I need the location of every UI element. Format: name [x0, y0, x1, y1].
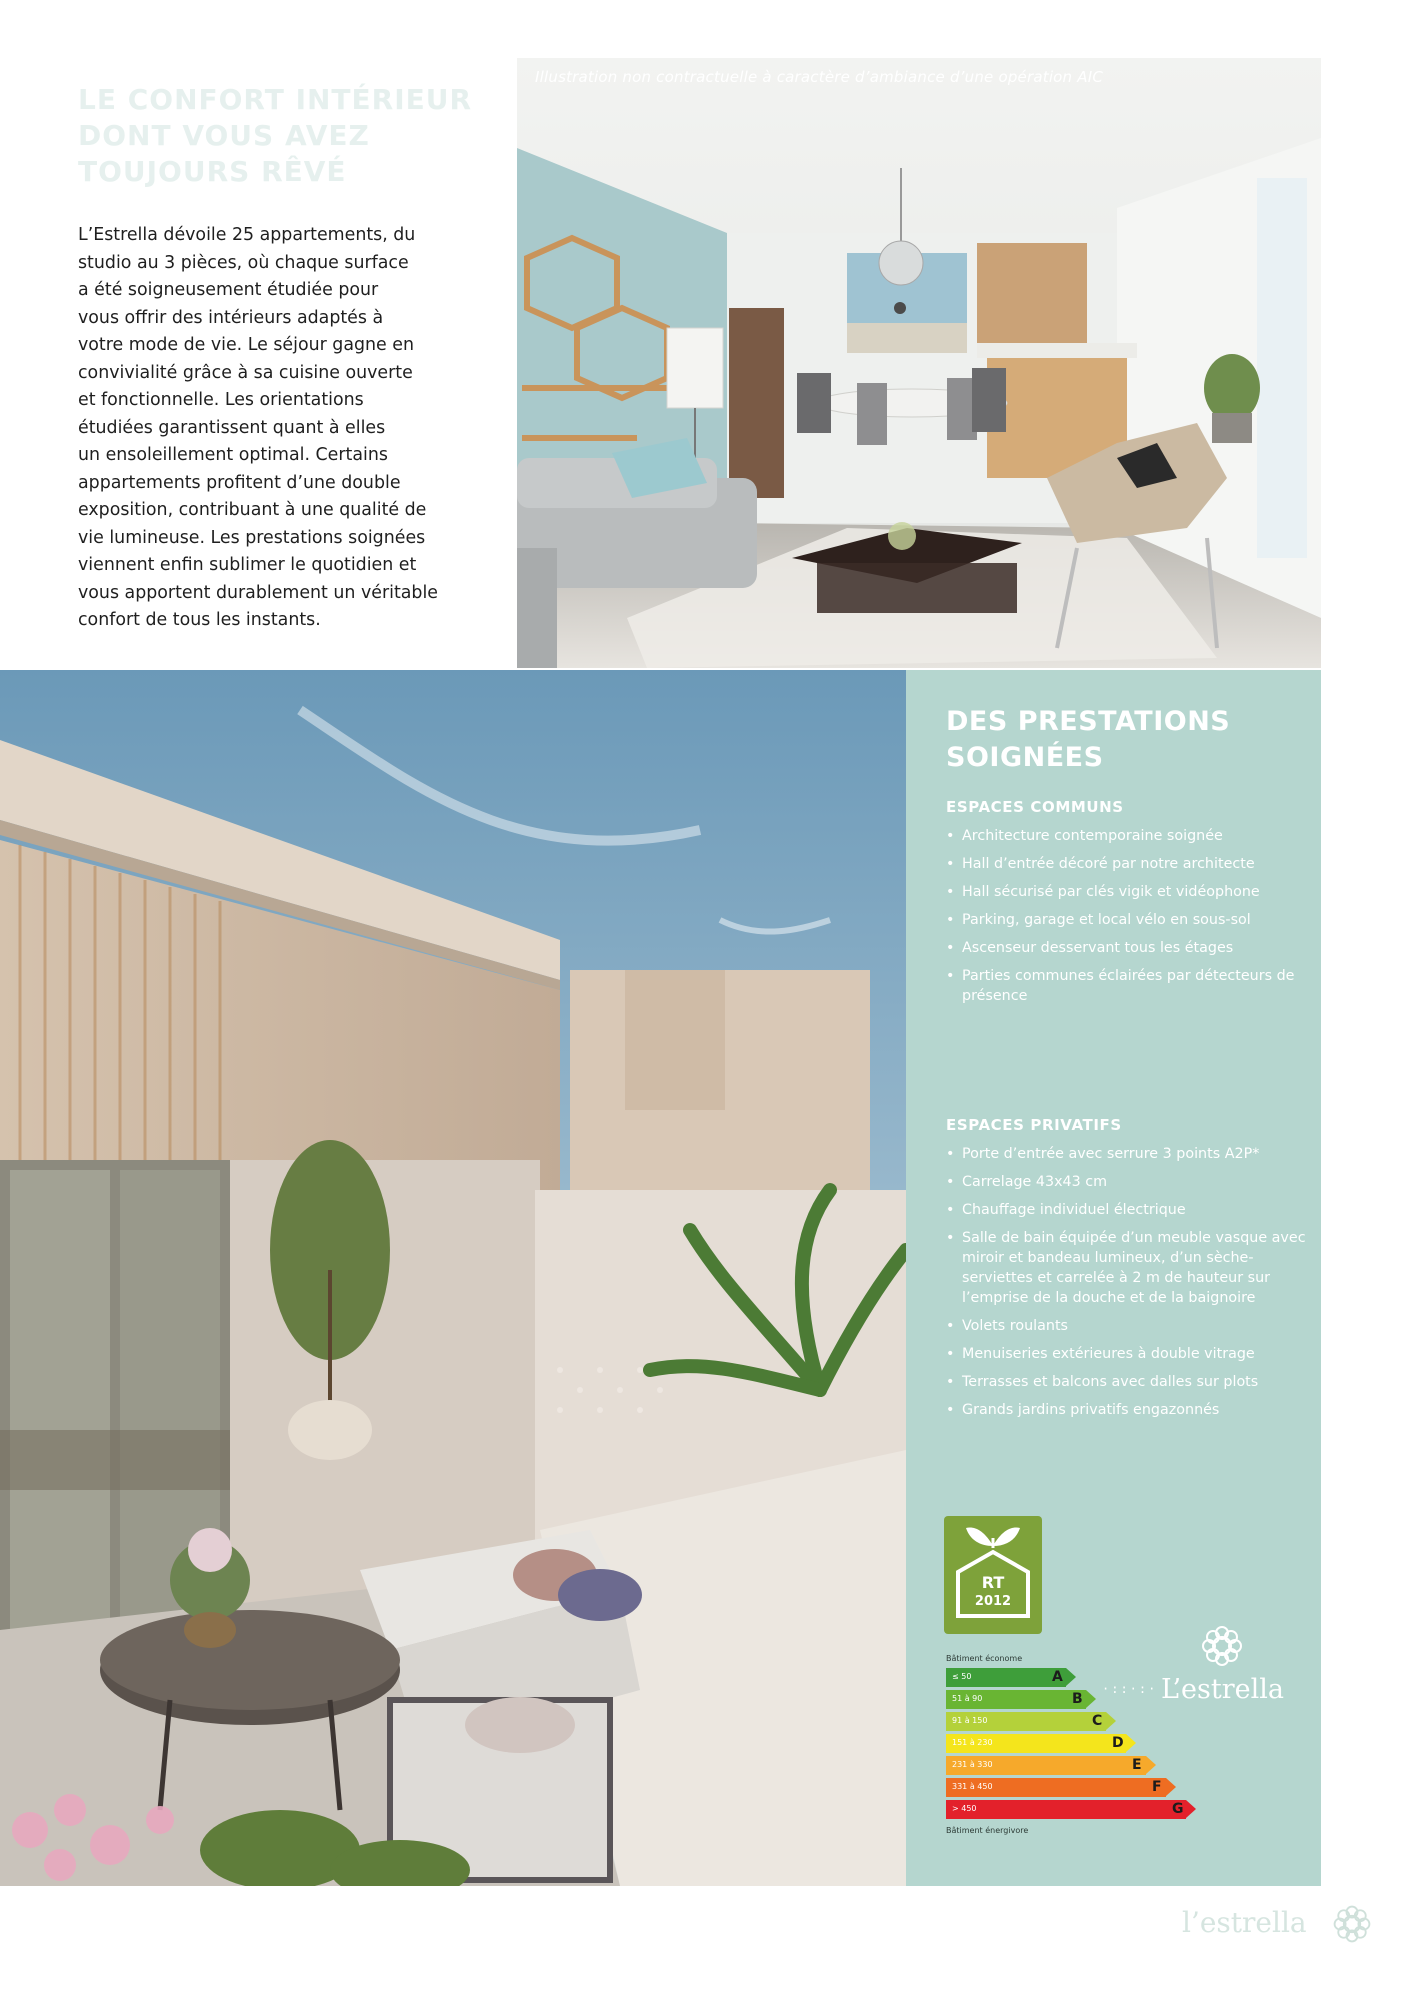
- list-item: • Architecture contemporaine soignée: [946, 826, 1306, 846]
- energy-class-arrow: [1146, 1756, 1156, 1774]
- terrace-illustration: [0, 670, 906, 1886]
- energy-class-letter: B: [1072, 1691, 1083, 1707]
- photo-caption: Illustration non contractuelle à caractère d’ambiance d’une opération AIC: [535, 68, 1103, 86]
- list-item: • Hall sécurisé par clés vigik et vidéophone: [946, 882, 1306, 902]
- intro-line: exposition, contribuant à une qualité de: [78, 500, 427, 520]
- list-item: • Parties communes éclairées par détecteurs de présence: [946, 966, 1306, 1006]
- rt2012-label: [944, 1516, 1042, 1634]
- intro-line: studio au 3 pièces, où chaque surface: [78, 252, 409, 273]
- energy-top-label: Bâtiment économe: [946, 1654, 1023, 1663]
- list-item: • Parking, garage et local vélo en sous-sol: [946, 910, 1306, 930]
- energy-class-range: 91 à 150: [952, 1716, 988, 1725]
- prestations-title-line: SOIGNÉES: [946, 742, 1104, 773]
- intro-line: votre mode de vie. Le séjour gagne en: [78, 335, 414, 355]
- energy-class-arrow: [1126, 1734, 1136, 1752]
- espaces-communs-list: [946, 826, 1306, 1014]
- intro-line: et fonctionnelle. Les orientations: [78, 390, 364, 410]
- energy-class-f: [946, 1778, 1166, 1797]
- terrace-photo: [0, 670, 906, 1886]
- energy-class-e: [946, 1756, 1146, 1775]
- intro-line: a été soigneusement étudiée pour: [78, 280, 379, 300]
- section-headline: [78, 82, 478, 190]
- list-item: • Porte d’entrée avec serrure 3 points A2P*: [946, 1144, 1306, 1164]
- living-room-photo: [517, 58, 1321, 668]
- espaces-privatifs-list: [946, 1144, 1306, 1428]
- intro-line: appartements profitent d’une double: [78, 472, 401, 493]
- living-room-illustration: [517, 58, 1321, 668]
- energy-class-range: 331 à 450: [952, 1782, 993, 1791]
- intro-line: L’Estrella dévoile 25 appartements, du: [78, 225, 416, 245]
- energy-class-range: 151 à 230: [952, 1738, 993, 1747]
- intro-line: vie lumineuse. Les prestations soignées: [78, 527, 426, 548]
- energy-class-letter: D: [1112, 1735, 1124, 1751]
- headline-line: LE CONFORT INTÉRIEUR: [78, 83, 473, 116]
- energy-class-range: 231 à 330: [952, 1760, 993, 1769]
- list-item: • Volets roulants: [946, 1316, 1306, 1336]
- list-item: • Grands jardins privatifs engazonnés: [946, 1400, 1306, 1420]
- energy-class-range: 51 à 90: [952, 1694, 983, 1703]
- energy-class-g: [946, 1800, 1186, 1819]
- footer-brand: l’estrella: [1182, 1906, 1307, 1939]
- energy-class-arrow: [1106, 1712, 1116, 1730]
- headline-line: DONT VOUS AVEZ: [78, 119, 370, 152]
- energy-class-c: [946, 1712, 1106, 1731]
- intro-line: étudiées garantissent quant à elles: [78, 417, 386, 438]
- energy-bottom-label: Bâtiment énergivore: [946, 1826, 1029, 1835]
- intro-line: vous offrir des intérieurs adaptés à: [78, 307, 384, 328]
- intro-paragraph: [78, 222, 478, 635]
- energy-class-d: [946, 1734, 1126, 1753]
- prestations-title-line: DES PRESTATIONS: [946, 706, 1231, 737]
- energy-class-a: [946, 1668, 1066, 1687]
- list-item: • Menuiseries extérieures à double vitrage: [946, 1344, 1306, 1364]
- brand-dots-decoration: ·::·:·: [1102, 1682, 1158, 1696]
- energy-class-range: > 450: [952, 1804, 977, 1813]
- espaces-communs-title: ESPACES COMMUNS: [946, 798, 1124, 816]
- list-item: • Terrasses et balcons avec dalles sur plots: [946, 1372, 1306, 1392]
- rt-label-year: 2012: [974, 1594, 1012, 1609]
- list-item: • Ascenseur desservant tous les étages: [946, 938, 1306, 958]
- intro-line: un ensoleillement optimal. Certains: [78, 445, 388, 465]
- energy-class-arrow: [1186, 1800, 1196, 1818]
- list-item: • Chauffage individuel électrique: [946, 1200, 1306, 1220]
- footer-logo-icon: [1330, 1902, 1374, 1946]
- energy-class-arrow: [1066, 1668, 1076, 1686]
- intro-line: viennent enfin sublimer le quotidien et: [78, 555, 417, 575]
- energy-class-letter: F: [1152, 1779, 1162, 1795]
- energy-class-letter: E: [1132, 1757, 1142, 1773]
- energy-class-letter: C: [1092, 1713, 1103, 1729]
- intro-line: confort de tous les instants.: [78, 610, 321, 630]
- energy-class-letter: A: [1052, 1669, 1063, 1685]
- espaces-privatifs-title: ESPACES PRIVATIFS: [946, 1116, 1122, 1134]
- energy-class-arrow: [1166, 1778, 1176, 1796]
- energy-class-b: [946, 1690, 1086, 1709]
- list-item: • Carrelage 43x43 cm: [946, 1172, 1306, 1192]
- estrella-logo-icon: [1198, 1622, 1246, 1670]
- energy-class-range: ≤ 50: [952, 1672, 972, 1681]
- energy-class-letter: G: [1172, 1801, 1184, 1817]
- energy-class-arrow: [1086, 1690, 1096, 1708]
- list-item: • Salle de bain équipée d’un meuble vasque avec miroir et bandeau lumineux, d’un sèche-serviettes et carrelée à 2 m de hauteur sur l’emprise de la douche et de la baignoire: [946, 1228, 1306, 1308]
- brand-name: L’estrella: [1161, 1674, 1284, 1705]
- intro-line: vous apportent durablement un véritable: [78, 582, 438, 603]
- rt2012-house-icon: [944, 1516, 1042, 1634]
- intro-line: convivialité grâce à sa cuisine ouverte: [78, 362, 413, 383]
- prestations-panel: [906, 670, 1321, 1886]
- list-item: • Hall d’entrée décoré par notre architecte: [946, 854, 1306, 874]
- headline-line: TOUJOURS RÊVÉ: [78, 155, 347, 188]
- prestations-title: [946, 704, 1306, 776]
- rt-label-text: RT: [981, 1573, 1005, 1592]
